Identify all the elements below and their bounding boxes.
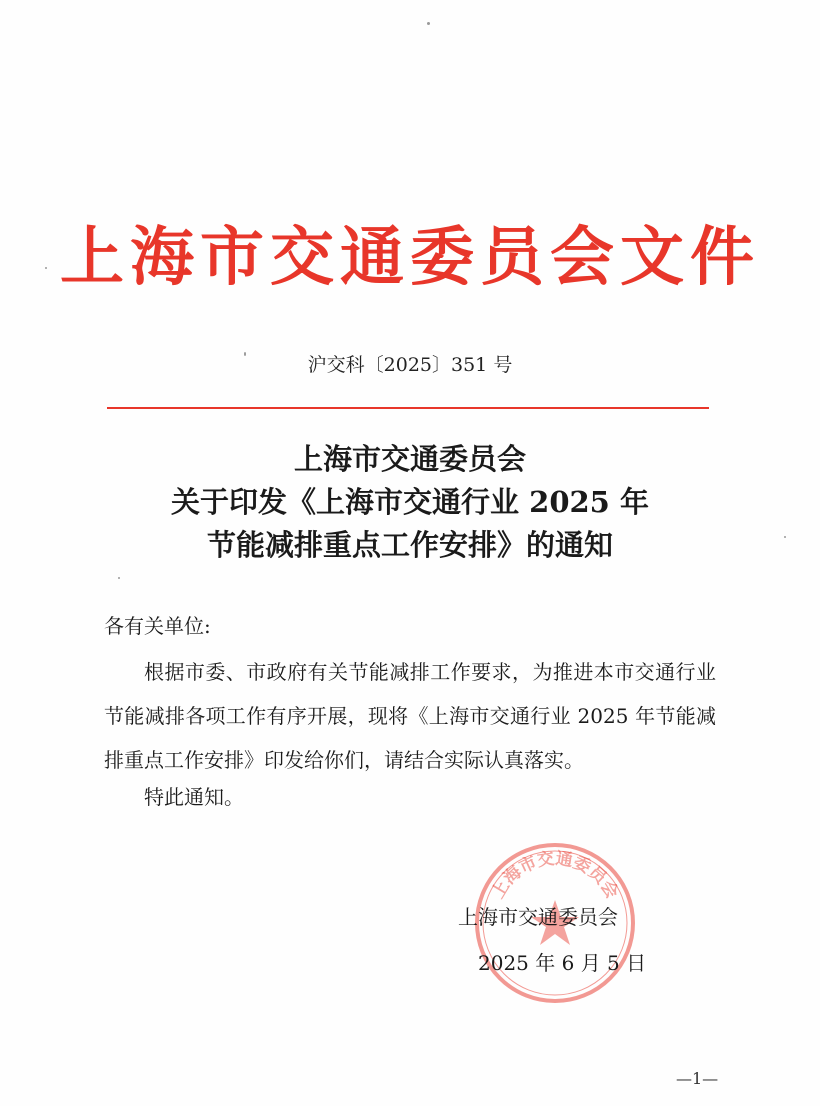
notice-title-line-2: 关于印发《上海市交通行业 2025 年	[171, 485, 649, 519]
seal-text: 上海市交通委员会	[488, 848, 622, 903]
scan-speck	[784, 536, 786, 538]
closing-remark: 特此通知。	[144, 785, 244, 809]
notice-title-line-3: 节能减排重点工作安排》的通知	[206, 528, 613, 562]
scan-speck	[244, 352, 246, 356]
issuer-title: 上海市交通委员会文件	[60, 221, 760, 295]
notice-title	[0, 438, 820, 567]
salutation: 各有关单位:	[104, 614, 211, 638]
signing-date: 2025 年 6 月 5 日	[478, 951, 647, 975]
svg-text:上海市交通委员会	[487, 848, 623, 902]
notice-title-line-1: 上海市交通委员会	[293, 442, 526, 476]
body-paragraph: 根据市委、市政府有关节能减排工作要求，为推进本市交通行业节能减排各项工作有序开展，现将《上海市交通行业 2025 年节能减排重点工作安排》印发给你们，请结合实际认真落实。	[104, 660, 716, 772]
red-divider	[107, 407, 709, 409]
document-number: 沪交科〔2025〕351 号	[307, 354, 513, 376]
scan-speck	[118, 577, 120, 579]
scan-speck	[427, 22, 430, 25]
scan-speck	[45, 267, 47, 269]
signatory: 上海市交通委员会	[458, 905, 618, 929]
page-number: —1—	[676, 1069, 719, 1088]
